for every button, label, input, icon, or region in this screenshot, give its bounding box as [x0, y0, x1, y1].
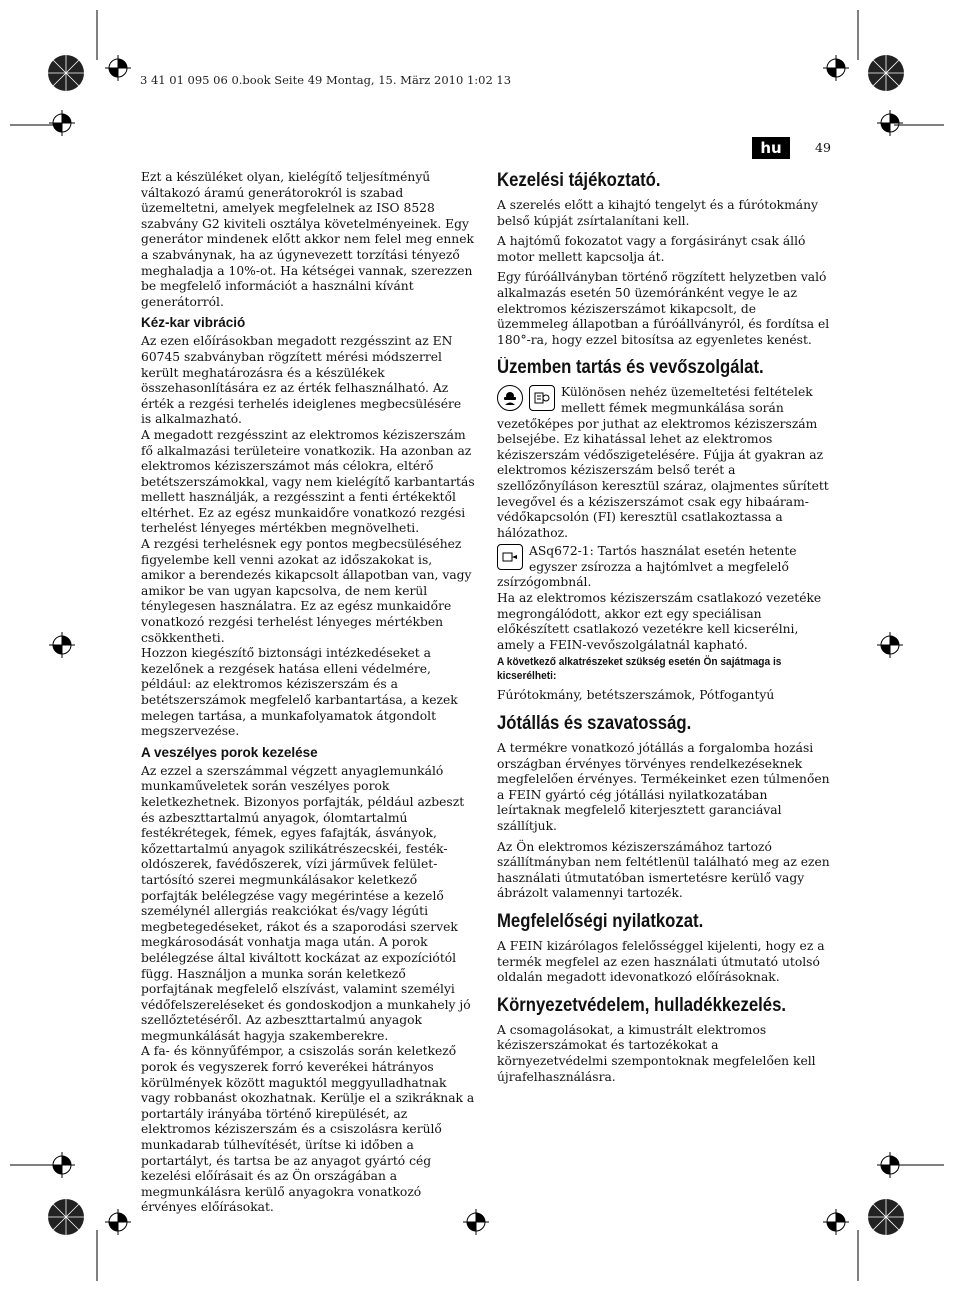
- eye-protection-icon: [497, 385, 523, 411]
- heading-warranty: Jótállás és szavatosság.: [497, 713, 692, 735]
- heading-environment: Környezetvédelem, hulladékkezelés.: [497, 994, 787, 1016]
- grease-icon-wrap: [497, 544, 523, 570]
- grease-icon: [497, 544, 523, 570]
- right-column: [497, 170, 831, 1085]
- paragraph-service-2: ASq672-1: Tartós használat esetén hetente egyszer zsírozza a hajtómlvet a megfelelő zsírzógombnál.: [497, 544, 797, 590]
- heading-conformity: Megfelelőségi nyilatkozat.: [497, 910, 704, 932]
- paragraph-warranty-2: Az Ön elektromos kéziszerszámához tartozó szállítmányban nem feltétlenül található meg az ezen használati útmutatóban ismertetésre kerülő vagy ábrázolt valamennyi tartozék.: [497, 839, 830, 901]
- replaceable-parts-note: A következő alkatrészeket szükség esetén Ön sajátmaga is kicserélheti:: [497, 656, 782, 683]
- heading-service: Üzemben tartás és vevőszolgálat.: [497, 357, 764, 379]
- replaceable-parts-list: Fúrótokmány, betétszerszámok, Pótfogantyú: [497, 688, 775, 703]
- paragraph-environment: A csomagolásokat, a kimustrált elektromos kéziszerszámokat és tartozékokat a környezetvédelmi szempontoknak megfelelően kell újrafelhasználásra.: [497, 1022, 816, 1084]
- heading-operating-instructions: Kezelési tájékoztató.: [497, 170, 661, 191]
- heading-dust: A veszélyes porok kezelése: [141, 744, 318, 760]
- book-header-line: 3 41 01 095 06 0.book Seite 49 Montag, 15. März 2010 1:02 13: [140, 73, 512, 87]
- language-badge: hu: [752, 137, 790, 159]
- page-number: 49: [815, 140, 831, 155]
- paragraph-warranty-1: A termékre vonatkozó jótállás a forgalomba hozási országban érvényes törvényes rendelkezéseknek megfelelően érvényes. Termékeinket ezen túlmenően a FEIN gyártó cég jótállási nyilatkozatában leírtaknak megfelelő kiterjesztett garanciával szállítjuk.: [497, 741, 830, 833]
- paragraph-dust-1: Az ezzel a szerszámmal végzett anyaglemunkáló munkaműveletek során veszélyes porok keletkezhetnek. Bizonyos porfajták, például azbeszt és azbeszttartalmú anyagok, ólomtartalmú festékrétegek, fémek, egyes fafajták, ásványok, kőzettartalmú anyagok szilikátrészecskéi, festék-oldószerek, favédőszerek, vízi járművek felület-tartósító szerei megmunkálásakor keletkező porfajták belélegzése vagy megérintése a kezelő személynél allergiás reakciókat és/vagy légúti megbetegedéseket, rákot és a szaporodási szervek megkárosodását vonhatja maga után. A porok belélegzése által kiváltott kockázat az expozíciótól függ. Használjon a munka során keletkező porfajtának megfelelő elszívást, valamint személyi védőfelszereléseket és gondoskodjon a munkahely jó szellőztetéséről. Az azbeszttartalmú anyagok megmunkálását hagyja szakemberekre.: [141, 763, 471, 1043]
- paragraph-service-3: Ha az elektromos kéziszerszám csatlakozó vezetéke megrongálódott, akkor ezt egy speciálisan előkészített csatlakozó vezetékre kell kicserélni, amely a FEIN-vevőszolgálatnál kapható.: [497, 591, 822, 652]
- paragraph-vibration-3: A rezgési terhelésnek egy pontos megbecsüléséhez figyelembe kell venni azokat az időszakokat is, amikor a berendezés kikapcsolt állapotban van, vagy amikor be van ugyan kapcsolva, de nem kerül ténylegesen használatra. Ez az egész munkaidőre vonatkozó rezgési terhelést lényeges mértékben csökkentheti.: [141, 537, 472, 645]
- paragraph-service-1: Különösen nehéz üzemeltetési feltételek mellett fémek megmunkálása során vezetőképes por juthat az elektromos kéziszerszám belsejébe. Ez kihatással lehet az elektromos kéziszerszám védőszigetelésére. Fújja át gyakran az elektromos kéziszerszám belső terét a szellőzőnyíláson keresztül száraz, olajmentes sűrített levegővel és a kéziszerszámot csak egy hibaáram-védőkapcsolón (FI) keresztül csatlakoztassa a hálózathoz.: [497, 385, 829, 540]
- paragraph-ops-3: Egy fúróállványban történő rögzített helyzetben való alkalmazás esetén 50 üzemóránként vegye le az elektromos kéziszerszámot kikapcsolt, de üzemmeleg állapotban a fúróállványról, és fordítsa el 180°-ra, hogy ezzel bitosítsa az egyenletes kenést.: [497, 270, 830, 347]
- paragraph-vibration-1: Az ezen előírásokban megadott rezgésszint az EN 60745 szabványban rögzített mérési módszerrel került meghatározásra és a készülékek összehasonlítására ez az érték felhasználható. Az érték a rezgési terhelés ideiglenes megbecsülésére is alkalmazható.: [141, 334, 462, 427]
- paragraph-vibration-2: A megadott rezgésszint az elektromos kéziszerszám fő alkalmazási területeire vonatkozik. Ha azonban az elektromos kéziszerszámot más célokra, eltérő betétszerszámokkal, vagy nem kielégítő karbantartás mellett használják, a rezgésszint a fenti értékektől eltérhet. Ez az egész munkaidőre vonatkozó rezgési terhelést lényeges mértékben megnövelheti.: [141, 427, 475, 536]
- safety-icons: [497, 385, 555, 411]
- paragraph-dust-2: A fa- és könnyűfémpor, a csiszolás során keletkező porok és vegyszerek forró keverékei hátrányos körülmények között maguktól meggyulladhatnak vagy robbanást okozhatnak. Kerülje el a szikráknak a portartály irányába történő kirepülését, az elektromos kéziszerszám és a csiszolásra kerülő munkadarab túlhevítését, ürítse ki időben a portartályt, és tartsa be az anyagot gyártó cég kezelési előírásait és az Ön országában a megmunkálásra kerülő anyagokra vonatkozó érvényes előírásokat.: [141, 1044, 475, 1215]
- heading-vibration: Kéz-kar vibráció: [141, 315, 246, 331]
- paragraph-ops-2: A hajtómű fokozatot vagy a forgásirányt csak álló motor mellett kapcsolja át.: [497, 234, 806, 264]
- paragraph-conformity: A FEIN kizárólagos felelősséggel kijelenti, hogy ez a termék megfelel az ezen használati útmutató utolsó oldalán megadott idevonatkozó előírásoknak.: [497, 938, 825, 985]
- paragraph-ops-1: A szerelés előtt a kihajtó tengelyt és a fúrótokmány belső kúpját zsírtalanítani kell.: [497, 198, 818, 228]
- paragraph-generator: Ezt a készüléket olyan, kielégítő teljesítményű váltakozó áramú generátorokról is szabad üzemeltetni, amelyek megfelelnek az ISO 8528 szabvány G2 kiviteli osztálya követelményeinek. Egy generátor mindenek előtt akkor nem felel meg ennek a szabványnak, ha az úgynevezett torzítási tényező meghaladja a 10%-ot. Ha kétségei vannak, szerezzen be megfelelő információt a használni kívánt generátorról.: [141, 170, 474, 309]
- left-column: [141, 170, 475, 1216]
- read-manual-icon: [529, 385, 555, 411]
- paragraph-vibration-4: Hozzon kiegészítő biztonsági intézkedéseket a kezelőnek a rezgések hatása elleni védelmére, például: az elektromos kéziszerszám és a betétszerszámok megfelelő karbantartása, a kezek melegen tartása, a munkafolyamatok átgondolt megszervezése.: [141, 646, 458, 739]
